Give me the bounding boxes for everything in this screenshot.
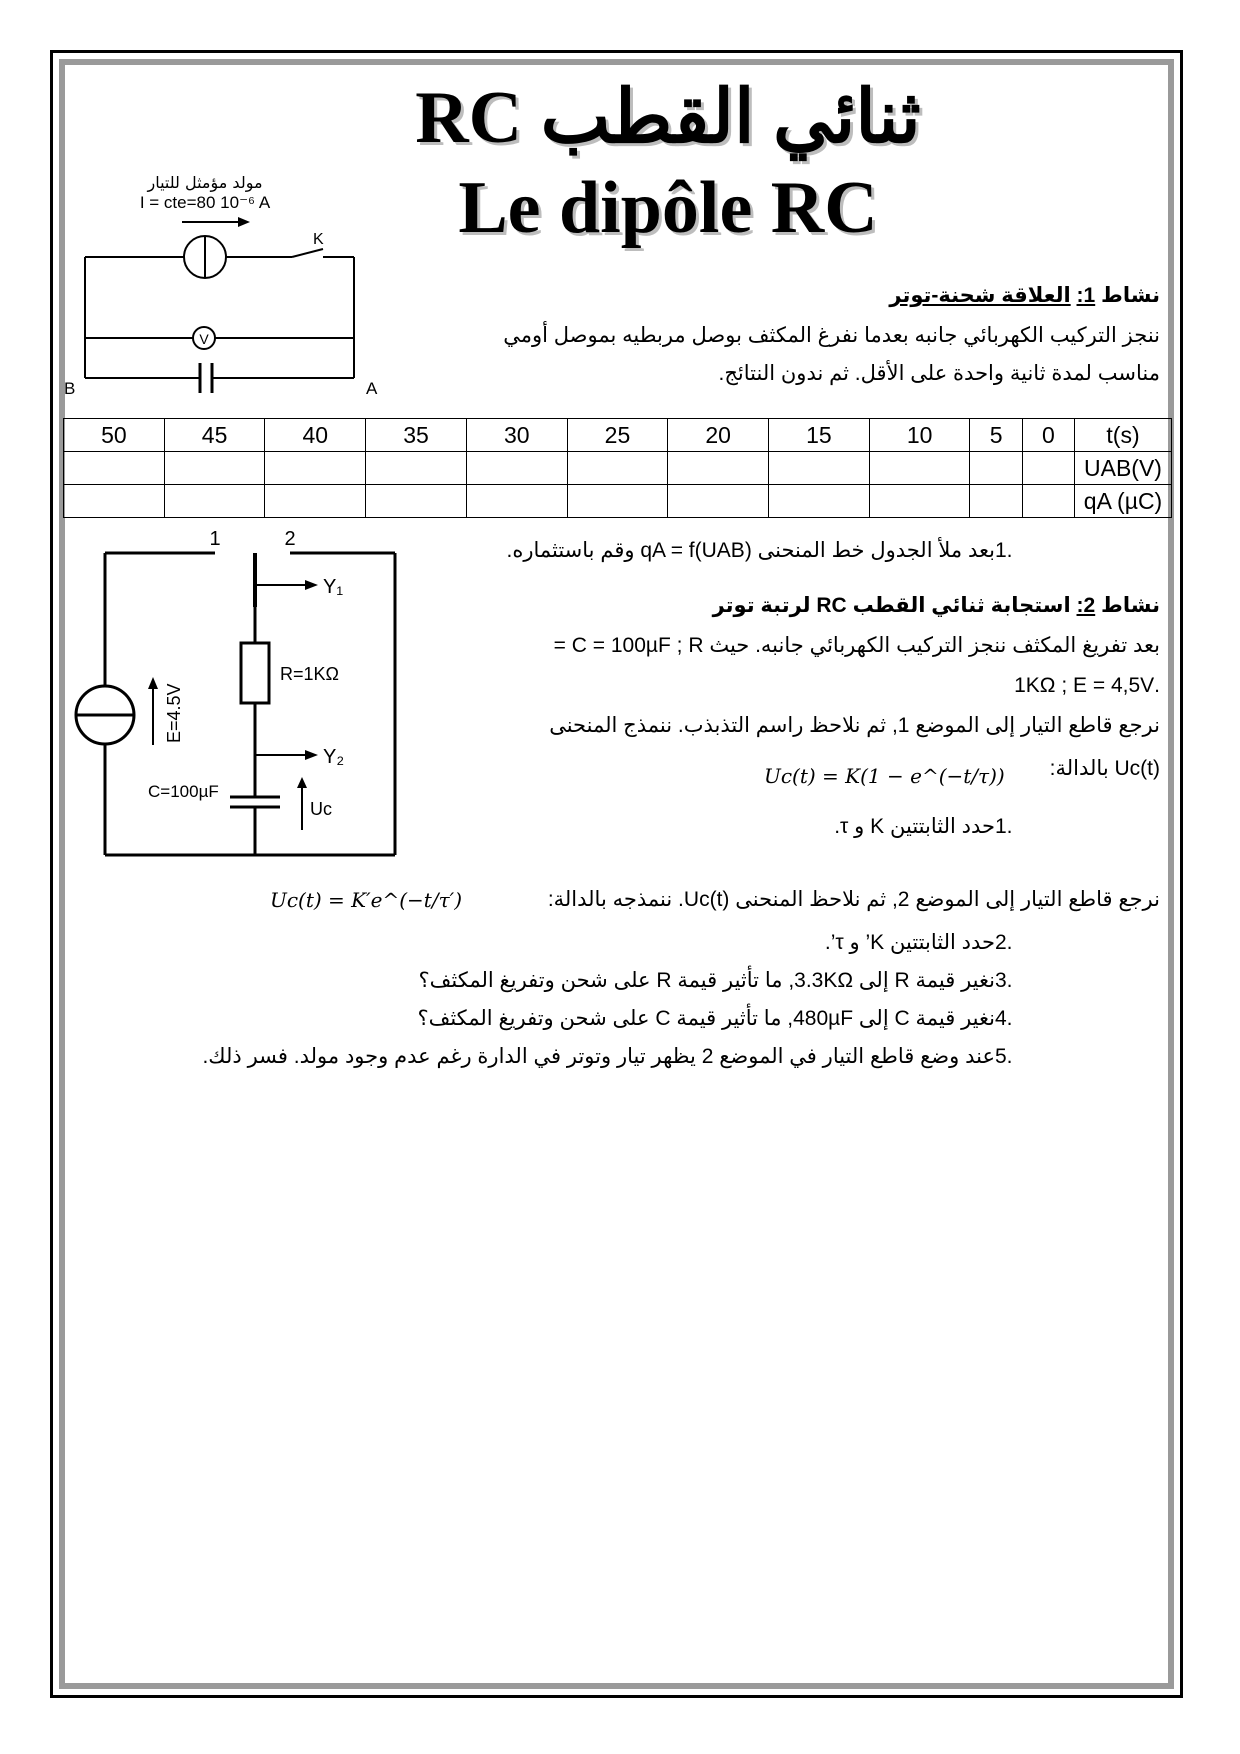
- table-cell[interactable]: [466, 485, 567, 518]
- list-item: [65, 1038, 1025, 1076]
- table-cell[interactable]: [265, 485, 366, 518]
- table-cell[interactable]: [466, 452, 567, 485]
- question-text: حدد الثابتتين K’ و τ’.: [824, 931, 995, 954]
- time-cell: 20: [668, 419, 769, 452]
- table-cell[interactable]: [164, 485, 265, 518]
- equation-charge: Uc(t) = K(1 − e^(−t/τ)): [764, 764, 1005, 788]
- table-cell[interactable]: [869, 452, 970, 485]
- table-cell[interactable]: [567, 485, 668, 518]
- time-cell: 15: [769, 419, 870, 452]
- equation-discharge: Uc(t) = K′e^(−t/τ′): [270, 888, 462, 912]
- question-number: 3.: [995, 969, 1013, 992]
- resistor-label: R=1KΩ: [280, 664, 339, 684]
- table-cell[interactable]: [64, 485, 165, 518]
- activity1-text-line1: ننجز التركيب الكهربائي جانبه بعدما نفرغ المكثف بوصل مربطيه بموصل أومي: [503, 324, 1160, 347]
- table-cell[interactable]: [1022, 485, 1074, 518]
- table-cell[interactable]: [769, 452, 870, 485]
- question-text: نغير قيمة C إلى 480µF, ما تأثير قيمة C على شحن وتفريغ المكثف؟: [417, 1007, 995, 1030]
- activity1-text-line2: مناسب لمدة ثانية واحدة على الأقل. ثم ندون النتائج.: [718, 362, 1160, 385]
- time-cell: 50: [64, 419, 165, 452]
- activity1-heading-word: نشاط: [1101, 284, 1160, 307]
- question-number: 2.: [995, 931, 1013, 954]
- time-cell: 25: [567, 419, 668, 452]
- voltmeter-label: V: [199, 331, 209, 347]
- time-cell: 10: [869, 419, 970, 452]
- y1-label: Y₁: [323, 576, 344, 598]
- table-row-voltage: [64, 452, 1172, 485]
- activity2-heading-word: نشاط: [1101, 594, 1160, 617]
- table-cell[interactable]: [567, 452, 668, 485]
- activity2-line2: .1KΩ ; E = 4,5V: [1014, 674, 1160, 697]
- current-label: I = cte=80 10⁻⁶ A: [139, 193, 271, 212]
- time-cell: 40: [265, 419, 366, 452]
- line4-text: Uc(t) بالدالة:: [1049, 757, 1160, 780]
- question-text: حدد الثابتتين K و τ.: [834, 815, 995, 838]
- list-item: [365, 532, 1025, 570]
- question-text: عند وضع قاطع التيار في الموضع 2 يظهر تيار وتوتر في الدارة رغم عدم وجود مولد. فسر ذلك.: [202, 1045, 995, 1068]
- question-number: 1.: [995, 539, 1013, 562]
- activity2-heading: [560, 592, 1160, 620]
- node-b-label: B: [64, 379, 76, 398]
- table-cell[interactable]: [970, 485, 1022, 518]
- row-label-voltage: UAB(V): [1075, 452, 1172, 485]
- table-cell[interactable]: [869, 485, 970, 518]
- question-number: 4.: [995, 1007, 1013, 1030]
- position-1-label: 1: [209, 528, 221, 550]
- list-item: [65, 924, 1025, 962]
- activity2-line1: بعد تفريغ المكثف ننجز التركيب الكهربائي جانبه. حيث C = 100µF ; R =: [553, 634, 1160, 657]
- title-arabic: ثنائي القطب RC: [415, 77, 921, 159]
- time-cell: 35: [366, 419, 467, 452]
- question-number: 1.: [995, 815, 1013, 838]
- activity2-heading-title: استجابة ثنائي القطب RC لرتبة توتر: [712, 594, 1071, 617]
- table-cell[interactable]: [1022, 452, 1074, 485]
- circuit-diagram-charge: [60, 170, 400, 405]
- activity2-heading-num: 2:: [1076, 594, 1096, 617]
- question-text: نغير قيمة R إلى 3.3KΩ, ما تأثير قيمة R على شحن وتفريغ المكثف؟: [418, 969, 995, 992]
- table-row-charge: [64, 485, 1172, 518]
- uc-label: Uc: [310, 799, 332, 819]
- table-cell[interactable]: [366, 452, 467, 485]
- table-cell[interactable]: [668, 452, 769, 485]
- time-cell: 0: [1022, 419, 1074, 452]
- row-label-time: t(s): [1075, 419, 1172, 452]
- y2-label: Y₂: [323, 746, 345, 768]
- list-item: [65, 1000, 1025, 1038]
- table-cell[interactable]: [970, 452, 1022, 485]
- activity1-heading-num: 1:: [1076, 284, 1096, 307]
- time-cell: 45: [164, 419, 265, 452]
- capacitor-label: C=100µF: [148, 782, 219, 801]
- activity2-questions: [65, 924, 1025, 1076]
- activity1-heading-title: العلاقة شحنة-توتر: [889, 284, 1071, 307]
- switch-label: K: [313, 231, 324, 248]
- table-cell[interactable]: [668, 485, 769, 518]
- table-cell[interactable]: [164, 452, 265, 485]
- time-cell: 30: [466, 419, 567, 452]
- node-a-label: A: [366, 379, 378, 398]
- circuit-diagram-step-response: [60, 525, 410, 865]
- table-cell[interactable]: [769, 485, 870, 518]
- activity2-question1: [425, 808, 1025, 846]
- activity1-questions: [365, 532, 1025, 570]
- table-row-time: [64, 419, 1172, 452]
- generator-caption: مولد مؤمثل للتيار: [147, 173, 263, 192]
- title-french: Le dipôle RC: [458, 167, 878, 249]
- activity2-line5: نرجع قاطع التيار إلى الموضع 2, ثم نلاحظ المنحنى Uc(t). ننمذجه بالدالة:: [547, 888, 1160, 911]
- position-2-label: 2: [284, 528, 296, 550]
- list-item: [425, 808, 1025, 846]
- question-number: 5.: [995, 1045, 1013, 1068]
- row-label-charge: qA (µC): [1075, 485, 1172, 518]
- emf-label: E=4.5V: [164, 683, 184, 743]
- resistor-symbol: [241, 643, 269, 703]
- list-item: [65, 962, 1025, 1000]
- measurement-table: [63, 418, 1172, 518]
- table-cell[interactable]: [366, 485, 467, 518]
- table-cell[interactable]: [265, 452, 366, 485]
- question-text: بعد ملأ الجدول خط المنحنى (qA = f(UAB وقم باستثماره.: [506, 539, 995, 562]
- activity2-line3: نرجع قاطع التيار إلى الموضع 1, ثم نلاحظ راسم التذبذب. ننمذج المنحنى: [549, 714, 1160, 737]
- activity1-heading: [460, 282, 1160, 310]
- table-cell[interactable]: [64, 452, 165, 485]
- time-cell: 5: [970, 419, 1022, 452]
